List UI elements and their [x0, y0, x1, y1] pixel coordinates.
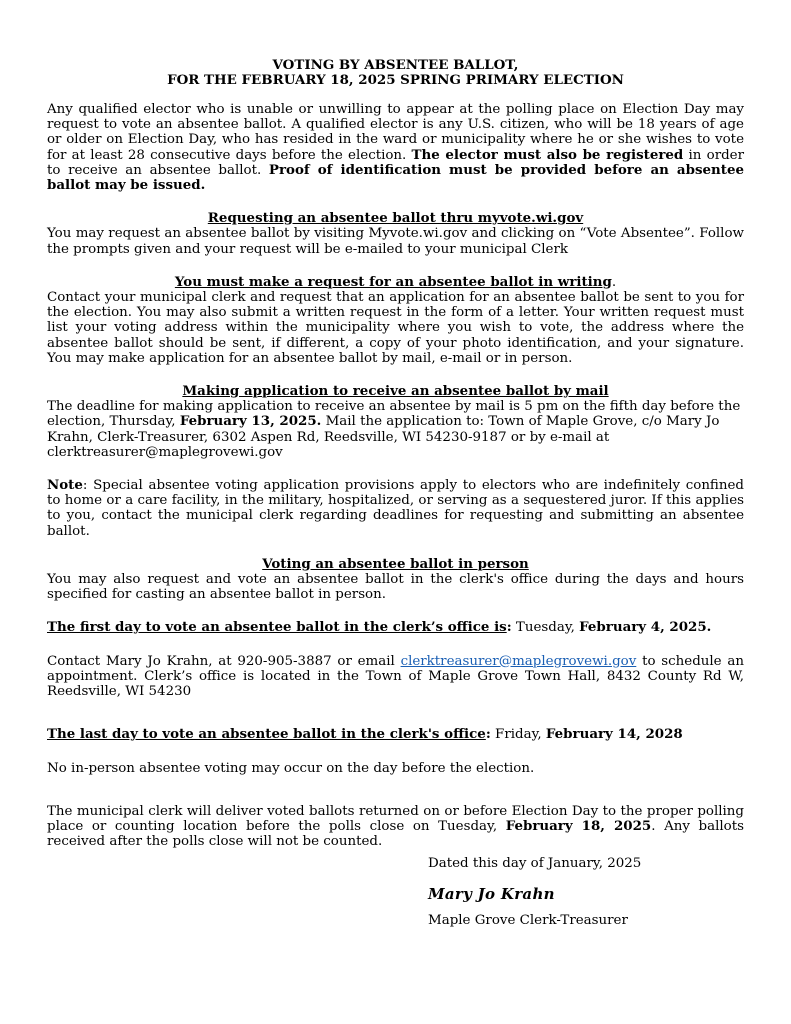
mail-deadline-date: February 13, 2025. — [179, 413, 322, 430]
delivery-paragraph — [47, 804, 744, 850]
no-voting-paragraph: No in-person absentee voting may occur on the day before the election. — [47, 760, 535, 776]
last-day-label: The last day to vote an absentee ballot in the clerk's office — [47, 726, 486, 743]
dated-line: Dated this day of January, 2025 — [428, 856, 642, 871]
contact-text-2: to schedule an appointment. Clerk’s office is located in the Town of Maple Grove Town Hall, 8432 County Rd W, Reedsville, WI 54230 — [47, 653, 744, 700]
delivery-text-2: . Any ballots received after the polls close will not be counted. — [47, 818, 744, 850]
document-title — [47, 58, 744, 88]
contact-paragraph — [47, 654, 744, 700]
last-day-line — [47, 727, 744, 742]
online-paragraph: You may request an absentee ballot by visiting Myvote.wi.gov and clicking on “Vote Absentee”. Follow the prompts given and your request will be e-mailed to your municipal Clerk — [47, 226, 744, 257]
contact-text-1: Contact Mary Jo Krahn, at 920-905-3887 or email — [47, 653, 401, 669]
signature-title: Maple Grove Clerk-Treasurer — [428, 913, 628, 928]
mail-text-1: The deadline for making application to receive an absentee by mail is 5 pm on the fifth day before the election, Thursday, — [47, 399, 741, 430]
last-day-colon: : — [485, 726, 491, 743]
intro-text-2: in order to receive an absentee ballot. — [47, 147, 745, 178]
first-day-date: February 4, 2025. — [579, 619, 712, 636]
signature-name: Mary Jo Krahn — [428, 885, 555, 903]
writing-paragraph: Contact your municipal clerk and request that an application for an absentee ballot be sent to you for the election. You may also submit a written request in the form of a letter. Your written request must list your voting address within the municipality where you wish to vote, the address where the absentee ballot should be sent, if different, a copy of your photo identification, and your signature. You may make application for an absentee ballot by mail, e-mail or in person. — [47, 290, 744, 366]
first-day-colon: : — [506, 619, 512, 636]
writing-heading-text: You must make a request for an absentee ballot in writing — [174, 273, 612, 290]
intro-paragraph — [47, 102, 744, 193]
intro-bold-registered: The elector must also be registered — [411, 146, 684, 163]
signature-block — [428, 856, 748, 928]
writing-heading — [47, 275, 744, 290]
note-paragraph — [47, 478, 744, 539]
note-label: Note — [47, 477, 83, 494]
delivery-text-1: The municipal clerk will deliver voted ballots returned on or before Election Day to the proper polling place or counting location before the polls close on Tuesday, — [47, 803, 744, 834]
online-heading: Requesting an absentee ballot thru myvote.wi.gov — [207, 210, 584, 227]
first-day-label: The first day to vote an absentee ballot in the clerk’s office is — [47, 619, 507, 636]
first-day-line — [47, 620, 744, 635]
mail-heading: Making application to receive an absentee ballot by mail — [182, 383, 609, 400]
note-text: : Special absentee voting application provisions apply to electors who are indefinitely confined to home or a care facility, in the military, hospitalized, or serving as a sequestered juror. If this applies to you, contact the municipal clerk regarding deadlines for requesting and submitting an absentee ballot. — [47, 478, 744, 539]
in-person-heading: Voting an absentee ballot in person — [262, 555, 529, 572]
mail-text-2: Mail the application to: Town of Maple Grove, c/o Mary Jo Krahn, Clerk-Treasurer, 6302 Aspen Rd, Reedsville, WI 54230-9187 or by e-mail at clerktreasurer@maplegrovewi.gov — [47, 414, 720, 460]
clerk-email-link[interactable]: clerktreasurer@maplegrovewi.gov — [400, 653, 637, 669]
last-day-date: February 14, 2028 — [545, 726, 683, 743]
mail-paragraph — [47, 399, 744, 460]
delivery-date: February 18, 2025 — [505, 817, 652, 834]
last-day-weekday: Friday, — [490, 727, 546, 743]
in-person-paragraph: You may also request and vote an absentee ballot in the clerk's office during the days and hours specified for casting an absentee ballot in person. — [47, 572, 744, 603]
title-line-1: VOTING BY ABSENTEE BALLOT, — [272, 57, 519, 73]
intro-bold-id: Proof of identification must be provided before an absentee ballot may be issued. — [47, 161, 744, 194]
first-day-weekday: Tuesday, — [511, 620, 580, 636]
title-line-2: FOR THE FEBRUARY 18, 2025 SPRING PRIMARY ELECTION — [167, 72, 624, 88]
writing-heading-suffix: . — [611, 274, 617, 290]
intro-text: Any qualified elector who is unable or unwilling to appear at the polling place on Election Day may request to vote an absentee ballot. A qualified elector is any U.S. citizen, who will be 18 years of age or older on Election Day, who has resided in the ward or municipality where he or she wishes to vote for at least 28 consecutive days before the election. — [47, 102, 744, 163]
document-body — [47, 58, 744, 849]
